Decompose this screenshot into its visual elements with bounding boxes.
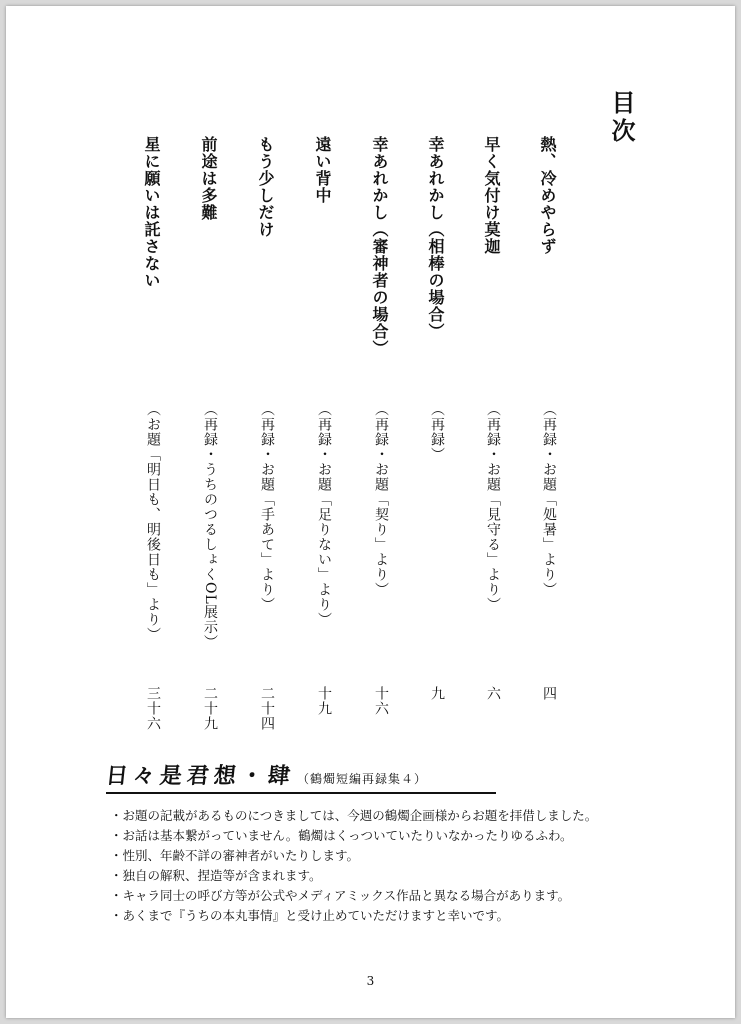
toc-entry-title: 遠い背中 [313, 136, 332, 204]
toc-entry-page: 九 [429, 686, 445, 701]
toc-entry-title: 幸あれかし（審神者の場合） [370, 136, 389, 357]
toc-entry-title: もう少しだけ [256, 136, 275, 238]
toc-entry-note: （再録） [429, 402, 445, 462]
toc-entry-page: 二十九 [202, 686, 218, 731]
toc-entry-page: 十九 [316, 686, 332, 716]
toc-entry-page: 三十六 [145, 686, 161, 731]
toc-entry-note: （再録・お題「足りない」より） [316, 402, 332, 627]
toc-entry-page: 四 [541, 686, 557, 701]
toc-entry-note: （再録・うちのつるしょくOL展示） [202, 402, 218, 650]
note-item: ・ 性別、年齢不詳の審神者がいたりします。 [110, 846, 597, 866]
toc-entry-title: 前途は多難 [199, 136, 218, 221]
toc-entry-note: （再録・お題「手あて」より） [259, 402, 275, 612]
toc-entry-title: 早く気付け莫迦 [482, 136, 501, 255]
toc-entry-title: 星に願いは託さない [142, 136, 161, 289]
note-item: ・ あくまで『うちの本丸事情』と受け止めていただけますと幸いです。 [110, 906, 597, 926]
notes-list [110, 806, 597, 926]
toc-entry-page: 二十四 [259, 686, 275, 731]
book-subtitle: （鶴燭短編再録集４） [297, 772, 428, 786]
document-page [6, 6, 735, 1018]
book-title-block [106, 759, 496, 794]
toc-entry-note: （お題「明日も、明後日も」より） [145, 402, 161, 642]
note-item: ・ キャラ同士の呼び方等が公式やメディアミックス作品と異なる場合があります。 [110, 886, 597, 906]
page-number: 3 [366, 974, 375, 988]
book-title: 日々是君想・肆 [104, 764, 297, 789]
toc-entry-note: （再録・お題「処暑」より） [541, 402, 557, 597]
toc-entry-note: （再録・お題「契り」より） [373, 402, 389, 597]
note-item: ・ 独自の解釈、捏造等が含まれます。 [110, 866, 597, 886]
toc-title: 目次 [607, 90, 636, 146]
toc-entry-title: 幸あれかし（相棒の場合） [426, 136, 445, 340]
note-item: ・ お題の記載があるものにつきましては、今週の鶴燭企画様からお題を拝借しました。 [110, 806, 597, 826]
toc-entry-note: （再録・お題「見守る」より） [485, 402, 501, 612]
toc-entry-page: 十六 [373, 686, 389, 716]
toc-entry-page: 六 [485, 686, 501, 701]
toc-entry-title: 熱、冷めやらず [538, 136, 557, 255]
note-item: ・ お話は基本繋がっていません。鶴燭はくっついていたりいなかったりゆるふわ。 [110, 826, 597, 846]
